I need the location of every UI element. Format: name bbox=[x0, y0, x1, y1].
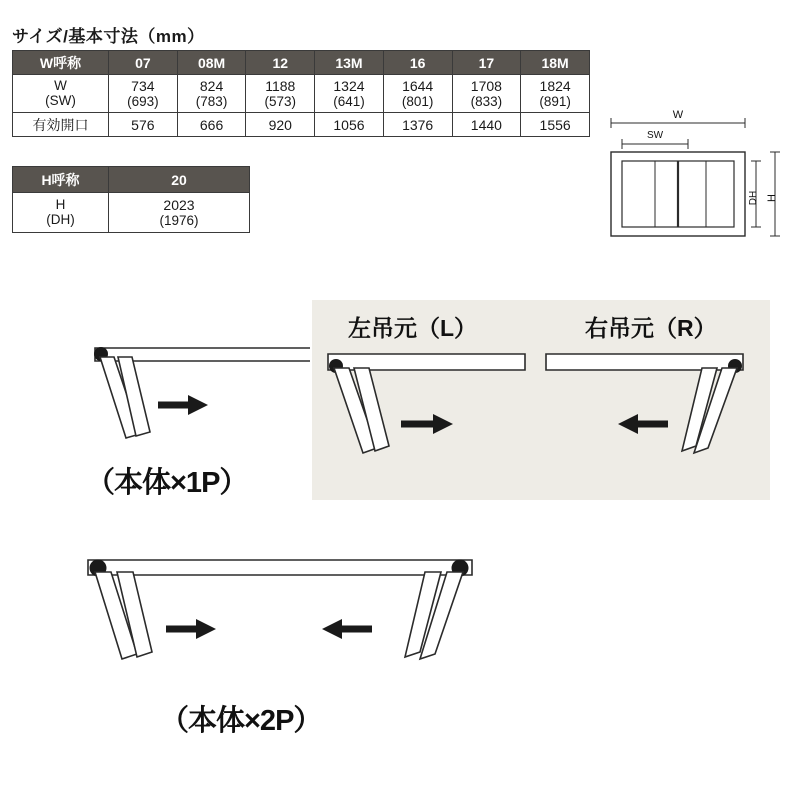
row-label-opening: 有効開口 bbox=[13, 113, 109, 137]
h-dimension-table bbox=[12, 166, 250, 233]
cell-opening-1: 666 bbox=[177, 113, 246, 137]
w-col-2: 12 bbox=[246, 51, 315, 75]
caption-2p: （本体×2P） bbox=[160, 705, 322, 737]
table-header-row bbox=[13, 167, 250, 193]
arrow-left-icon bbox=[618, 414, 668, 434]
elevation-schematic bbox=[600, 104, 790, 254]
schema-h-label: H bbox=[766, 194, 778, 202]
cell-w-1: 824 (783) bbox=[177, 75, 246, 113]
cell-w-0: 734 (693) bbox=[109, 75, 178, 113]
diagram-left-hinge bbox=[325, 348, 535, 478]
diagram-1p bbox=[70, 335, 310, 475]
schema-w-label: W bbox=[672, 109, 684, 121]
diagram-2p bbox=[78, 548, 498, 698]
caption-1p: （本体×1P） bbox=[86, 467, 248, 499]
h-header-label: H呼称 bbox=[13, 167, 109, 193]
h-col-0: 20 bbox=[109, 167, 250, 193]
cell-opening-6: 1556 bbox=[521, 113, 590, 137]
w-dimension-table bbox=[12, 50, 590, 137]
schema-sw-label: SW bbox=[646, 130, 664, 141]
arrow-left-icon bbox=[322, 619, 372, 639]
w-col-5: 17 bbox=[452, 51, 521, 75]
cell-w-2: 1188 (573) bbox=[246, 75, 315, 113]
cell-opening-3: 1056 bbox=[315, 113, 384, 137]
arrow-right-icon bbox=[166, 619, 216, 639]
cell-w-4: 1644 (801) bbox=[383, 75, 452, 113]
row-label-w: W (SW) bbox=[13, 75, 109, 113]
table-row bbox=[13, 75, 590, 113]
w-col-3: 13M bbox=[315, 51, 384, 75]
cell-w-5: 1708 (833) bbox=[452, 75, 521, 113]
w-col-4: 16 bbox=[383, 51, 452, 75]
label-right-hinge: 右吊元（R） bbox=[585, 315, 717, 341]
cell-opening-0: 576 bbox=[109, 113, 178, 137]
w-col-1: 08M bbox=[177, 51, 246, 75]
arrow-right-icon bbox=[401, 414, 453, 434]
cell-opening-5: 1440 bbox=[452, 113, 521, 137]
page-title: サイズ/基本寸法（mm） bbox=[12, 27, 205, 46]
table-row bbox=[13, 113, 590, 137]
schema-dh-label: DH bbox=[748, 190, 759, 206]
cell-w-3: 1324 (641) bbox=[315, 75, 384, 113]
w-header-label: W呼称 bbox=[13, 51, 109, 75]
arrow-right-icon bbox=[158, 395, 208, 415]
label-left-hinge: 左吊元（L） bbox=[348, 315, 478, 341]
w-col-6: 18M bbox=[521, 51, 590, 75]
row-label-h: H (DH) bbox=[13, 193, 109, 233]
table-header-row bbox=[13, 51, 590, 75]
cell-w-6: 1824 (891) bbox=[521, 75, 590, 113]
door-operation-diagrams bbox=[0, 280, 800, 800]
cell-opening-4: 1376 bbox=[383, 113, 452, 137]
diagram-right-hinge bbox=[540, 348, 750, 478]
table-row bbox=[13, 193, 250, 233]
w-col-0: 07 bbox=[109, 51, 178, 75]
cell-h-0: 2023 (1976) bbox=[109, 193, 250, 233]
cell-opening-2: 920 bbox=[246, 113, 315, 137]
